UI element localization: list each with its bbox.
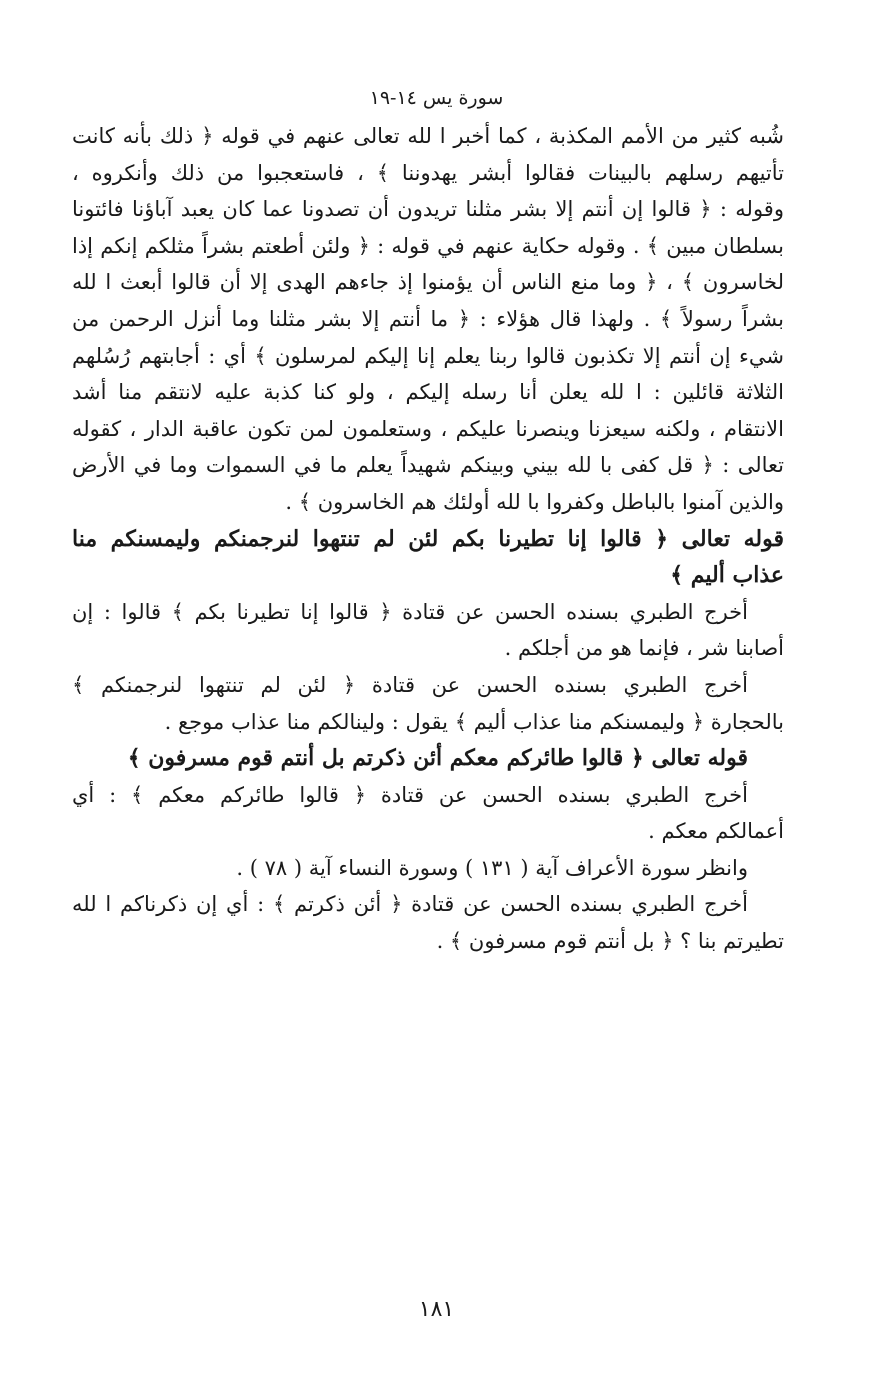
- verse-heading: [72, 740, 784, 777]
- verse-heading: [72, 521, 784, 594]
- page-text: [72, 118, 784, 960]
- heading-line: قوله تعالى ﴿ قالوا طائركم معكم أئن ذكرتم بل أنتم قوم مسرفون ﴾: [127, 745, 748, 772]
- paragraph-commentary: [72, 118, 784, 521]
- text-line: تعالى : ﴿ قل كفى با لله بيني وبينكم شهيداً يعلم ما في السموات وما في الأرض: [72, 453, 784, 478]
- text-line: الانتقام ، ولكنه سيعزنا وينصرنا عليكم ، وستعلمون لمن تكون عاقبة الدار ، كقوله: [72, 416, 784, 441]
- paragraph-tabari-report: [72, 886, 784, 959]
- paragraph-tabari-report: [72, 594, 784, 667]
- text-line: تأتيهم رسلهم بالبينات فقالوا أبشر يهدوننا ﴾ ، فاستعجبوا من ذلك وأنكروه ،: [72, 160, 784, 185]
- text-line: شُبه كثير من الأمم المكذبة ، كما أخبر ا لله تعالى عنهم في قوله ﴿ ذلك بأنه كانت: [72, 124, 784, 148]
- running-head: سورة يس ١٤-١٩: [369, 87, 504, 109]
- paragraph-tabari-report: [72, 667, 784, 740]
- paragraph-cross-reference: [72, 850, 784, 887]
- text-line: تطيرتم بنا ؟ ﴿ بل أنتم قوم مسرفون ﴾ .: [436, 929, 784, 954]
- text-line: أخرج الطبري بسنده الحسن عن قتادة ﴿ لئن لم تنتهوا لنرجمنكم ﴾: [72, 672, 748, 697]
- text-line: والذين آمنوا بالباطل وكفروا با لله أولئك هم الخاسرون ﴾ .: [285, 489, 784, 514]
- heading-line: قوله تعالى ﴿ قالوا إنا تطيرنا بكم لئن لم تنتهوا لنرجمنكم وليمسنكم منا: [72, 525, 784, 552]
- text-line: أخرج الطبري بسنده الحسن عن قتادة ﴿ أئن ذكرتم ﴾ : أي إن ذكرناكم ا لله: [72, 892, 748, 917]
- text-line: شيء إن أنتم إلا تكذبون قالوا ربنا يعلم إنا إليكم لمرسلون ﴾ أي : أجابتهم رُسُلهم: [72, 343, 784, 368]
- text-line: الثلاثة قائلين : ا لله يعلن أنا رسله إليكم ، ولو كنا كذبة عليه لانتقم منا أشد: [72, 380, 784, 405]
- paragraph-tabari-report: [72, 777, 784, 850]
- heading-line: عذاب أليم ﴾: [670, 562, 784, 589]
- text-line: أصابنا شر ، فإنما هو من أجلكم .: [504, 636, 784, 661]
- text-line: بشراً رسولاً ﴾ . ولهذا قال هؤلاء : ﴿ ما أنتم إلا بشر مثلنا وما أنزل الرحمن من: [72, 306, 784, 331]
- text-line: أخرج الطبري بسنده الحسن عن قتادة ﴿ قالوا إنا تطيرنا بكم ﴾ قالوا : إن: [72, 599, 748, 624]
- text-line: وانظر سورة الأعراف آية ( ١٣١ ) وسورة النساء آية ( ٧٨ ) .: [236, 855, 748, 880]
- page-number: ١٨١: [418, 1297, 455, 1322]
- text-line: أعمالكم معكم .: [648, 819, 784, 844]
- text-line: لخاسرون ﴾ ، ﴿ وما منع الناس أن يؤمنوا إذ جاءهم الهدى إلا أن قالوا أبعث ا لله: [72, 270, 784, 295]
- text-line: وقوله : ﴿ قالوا إن أنتم إلا بشر مثلنا تريدون أن تصدونا عما كان يعبد آباؤنا فائتونا: [72, 197, 784, 222]
- text-line: بسلطان مبين ﴾ . وقوله حكاية عنهم في قوله : ﴿ ولئن أطعتم بشراً مثلكم إنكم إذا: [72, 233, 784, 258]
- text-line: أخرج الطبري بسنده الحسن عن قتادة ﴿ قالوا طائركم معكم ﴾ : أي: [72, 782, 748, 807]
- text-line: بالحجارة ﴿ وليمسنكم منا عذاب أليم ﴾ يقول : ولينالكم منا عذاب موجع .: [164, 709, 784, 734]
